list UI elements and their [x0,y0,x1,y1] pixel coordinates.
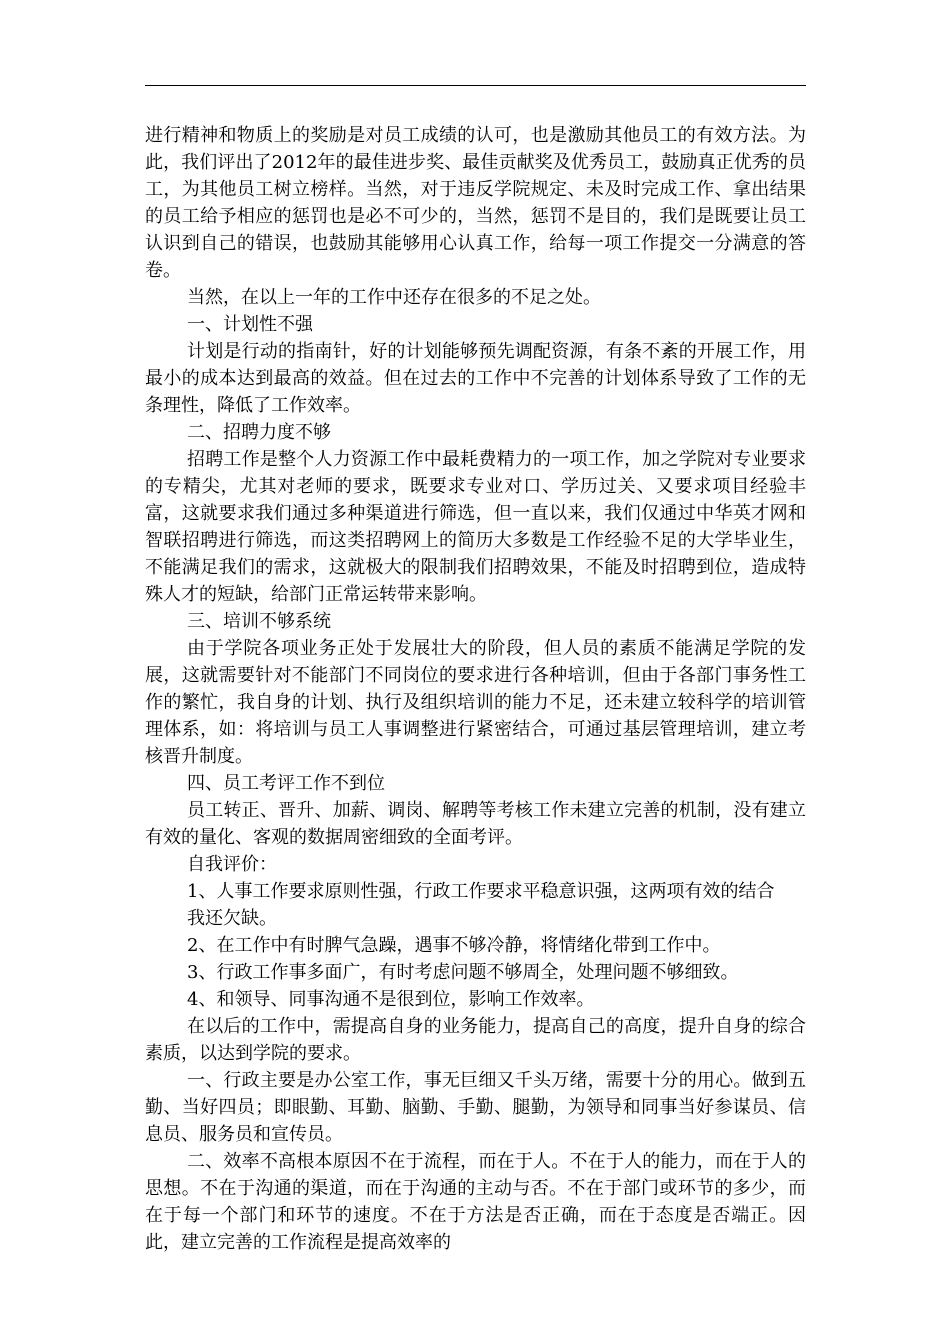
paragraph: 招聘工作是整个人力资源工作中最耗费精力的一项工作，加之学院对专业要求的专精尖，尤其对老师的要求，既要求专业对口、学历过关、又要求项目经验丰富，这就要求我们通过多种渠道进行筛选，但一直以来，我们仅通过中华英才网和智联招聘进行筛选，而这类招聘网上的简历大多数是工作经验不足的大学毕业生，不能满足我们的需求，这就极大的限制我们招聘效果，不能及时招聘到位，造成特殊人才的短缺，给部门正常运转带来影响。 [145,449,806,605]
section-heading: 自我评价： [187,854,277,875]
paragraph: 由于学院各项业务正处于发展壮大的阶段，但人员的素质不能满足学院的发展，这就需要针对不能部门不同岗位的要求进行各种培训，但由于各部门事务性工作的繁忙，我自身的计划、执行及组织培训的能力不足，还未建立较科学的培训管理体系，如：将培训与员工人事调整进行紧密结合，可通过基层管理培训，建立考核晋升制度。 [145,638,806,767]
paragraph: 在以后的工作中，需提高自身的业务能力，提高自己的高度，提升自身的综合素质，以达到学院的要求。 [145,1016,806,1064]
list-item: 4、和领导、同事沟通不是很到位，影响工作效率。 [187,989,595,1010]
paragraph: 二、效率不高根本原因不在于流程，而在于人。不在于人的能力，而在于人的思想。不在于沟通的渠道，而在于沟通的主动与否。不在于部门或环节的多少，而在于每一个部门和环节的速度。不在于方法是否正确，而在于态度是否端正。因此，建立完善的工作流程是提高效率的 [145,1151,806,1253]
paragraph: 当然，在以上一年的工作中还存在很多的不足之处。 [187,287,601,308]
list-item: 1、人事工作要求原则性强，行政工作要求平稳意识强，这两项有效的结合 [187,881,775,902]
section-heading: 三、培训不够系统 [187,611,331,632]
paragraph: 进行精神和物质上的奖励是对员工成绩的认可，也是激励其他员工的有效方法。为此，我们评出了2012年的最佳进步奖、最佳贡献奖及优秀员工，鼓励真正优秀的员工，为其他员工树立榜样。当然，对于违反学院规定、未及时完成工作、拿出结果的员工给予相应的惩罚也是必不可少的，当然，惩罚不是目的，我们是既要让员工认识到自己的错误，也鼓励其能够用心认真工作，给每一项工作提交一分满意的答卷。 [145,125,806,281]
section-heading: 一、计划性不强 [187,314,313,335]
paragraph: 一、行政主要是办公室工作，事无巨细又千头万绪，需要十分的用心。做到五勤、当好四员；即眼勤、耳勤、脑勤、手勤、腿勤，为领导和同事当好参谋员、信息员、服务员和宣传员。 [145,1070,806,1145]
list-item: 3、行政工作事多面广，有时考虑问题不够周全，处理问题不够细致。 [187,962,739,983]
paragraph: 我还欠缺。 [187,908,277,929]
paragraph: 计划是行动的指南针，好的计划能够预先调配资源，有条不紊的开展工作，用最小的成本达到最高的效益。但在过去的工作中不完善的计划体系导致了工作的无条理性，降低了工作效率。 [145,341,806,416]
paragraph: 员工转正、晋升、加薪、调岗、解聘等考核工作未建立完善的机制，没有建立有效的量化、客观的数据周密细致的全面考评。 [145,800,806,848]
header-rule [145,85,806,86]
section-heading: 四、员工考评工作不到位 [187,773,385,794]
section-heading: 二、招聘力度不够 [187,422,331,443]
list-item: 2、在工作中有时脾气急躁，遇事不够冷静，将情绪化带到工作中。 [187,935,721,956]
document-body [145,122,806,1256]
